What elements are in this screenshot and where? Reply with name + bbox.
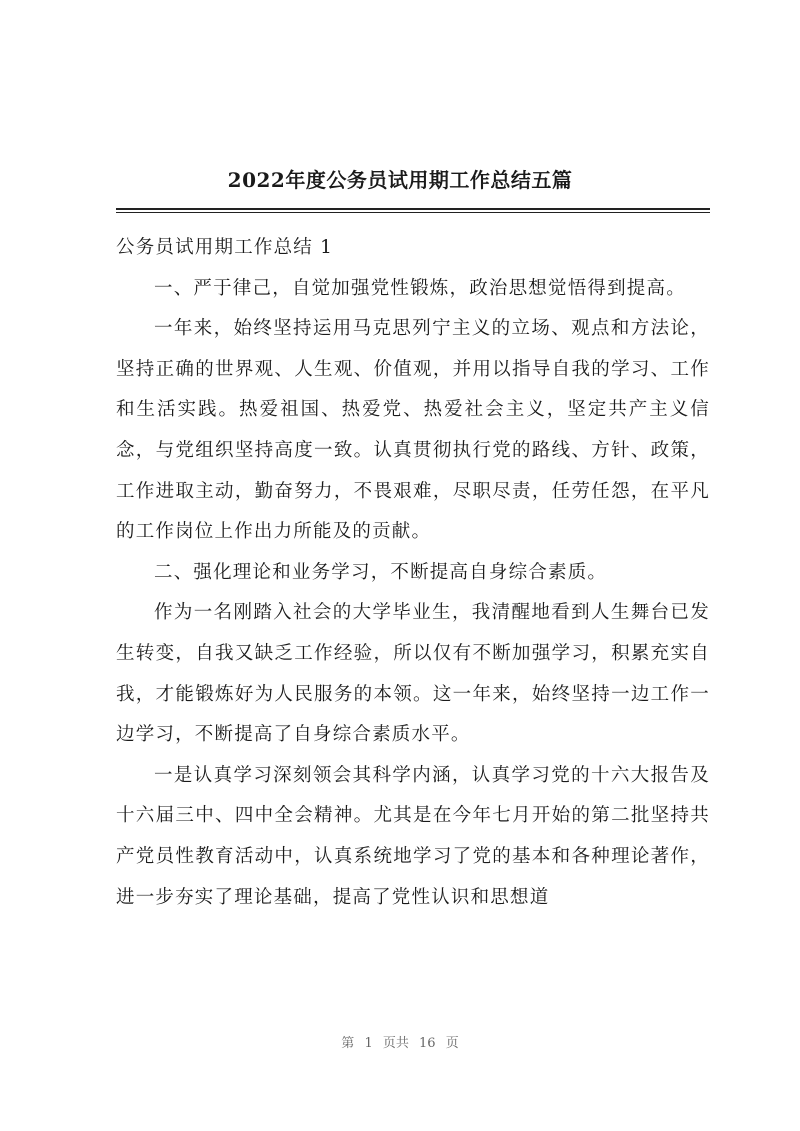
footer-middle: 页共: [382, 1036, 409, 1051]
title-divider: [116, 208, 710, 213]
paragraph-5: 一是认真学习深刻领会其科学内涵，认真学习党的十六大报告及十六届三中、四中全会精神。尤其是在今年七月开始的第二批坚持共产党员性教育活动中，认真系统地学习了党的基本和各种理论著作，进一步夯实了理论基础，提高了党性认识和思想道: [116, 764, 710, 908]
paragraph-4: 作为一名刚踏入社会的大学毕业生，我清醒地看到人生舞台已发生转变，自我又缺乏工作经验，所以仅有不断加强学习，积累充实自我，才能锻炼好为人民服务的本领。这一年来，始终坚持一边工作一边学习，不断提高了自身综合素质水平。: [116, 602, 710, 746]
footer-total-pages: 16: [419, 1036, 436, 1051]
document-title: 2022年度公务员试用期工作总结五篇: [227, 168, 573, 192]
footer-prefix: 第: [341, 1036, 355, 1051]
section-subtitle: 公务员试用期工作总结 1: [116, 237, 334, 258]
page-footer: [0, 1032, 800, 1051]
footer-page-number: 1: [364, 1036, 373, 1051]
document-body: [116, 228, 710, 918]
footer-suffix: 页: [445, 1036, 459, 1051]
paragraph-2: 一年来，始终坚持运用马克思列宁主义的立场、观点和方法论，坚持正确的世界观、人生观、价值观，并用以指导自我的学习、工作和生活实践。热爱祖国、热爱党、热爱社会主义，坚定共产主义信念，与党组织坚持高度一致。认真贯彻执行党的路线、方针、政策，工作进取主动，勤奋努力，不畏艰难，尽职尽责，任劳任怨，在平凡的工作岗位上作出力所能及的贡献。: [116, 318, 710, 543]
paragraph-3: 二、强化理论和业务学习，不断提高自身综合素质。: [154, 561, 608, 583]
paragraph-1: 一、严于律己，自觉加强党性锻炼，政治思想觉悟得到提高。: [154, 277, 686, 299]
